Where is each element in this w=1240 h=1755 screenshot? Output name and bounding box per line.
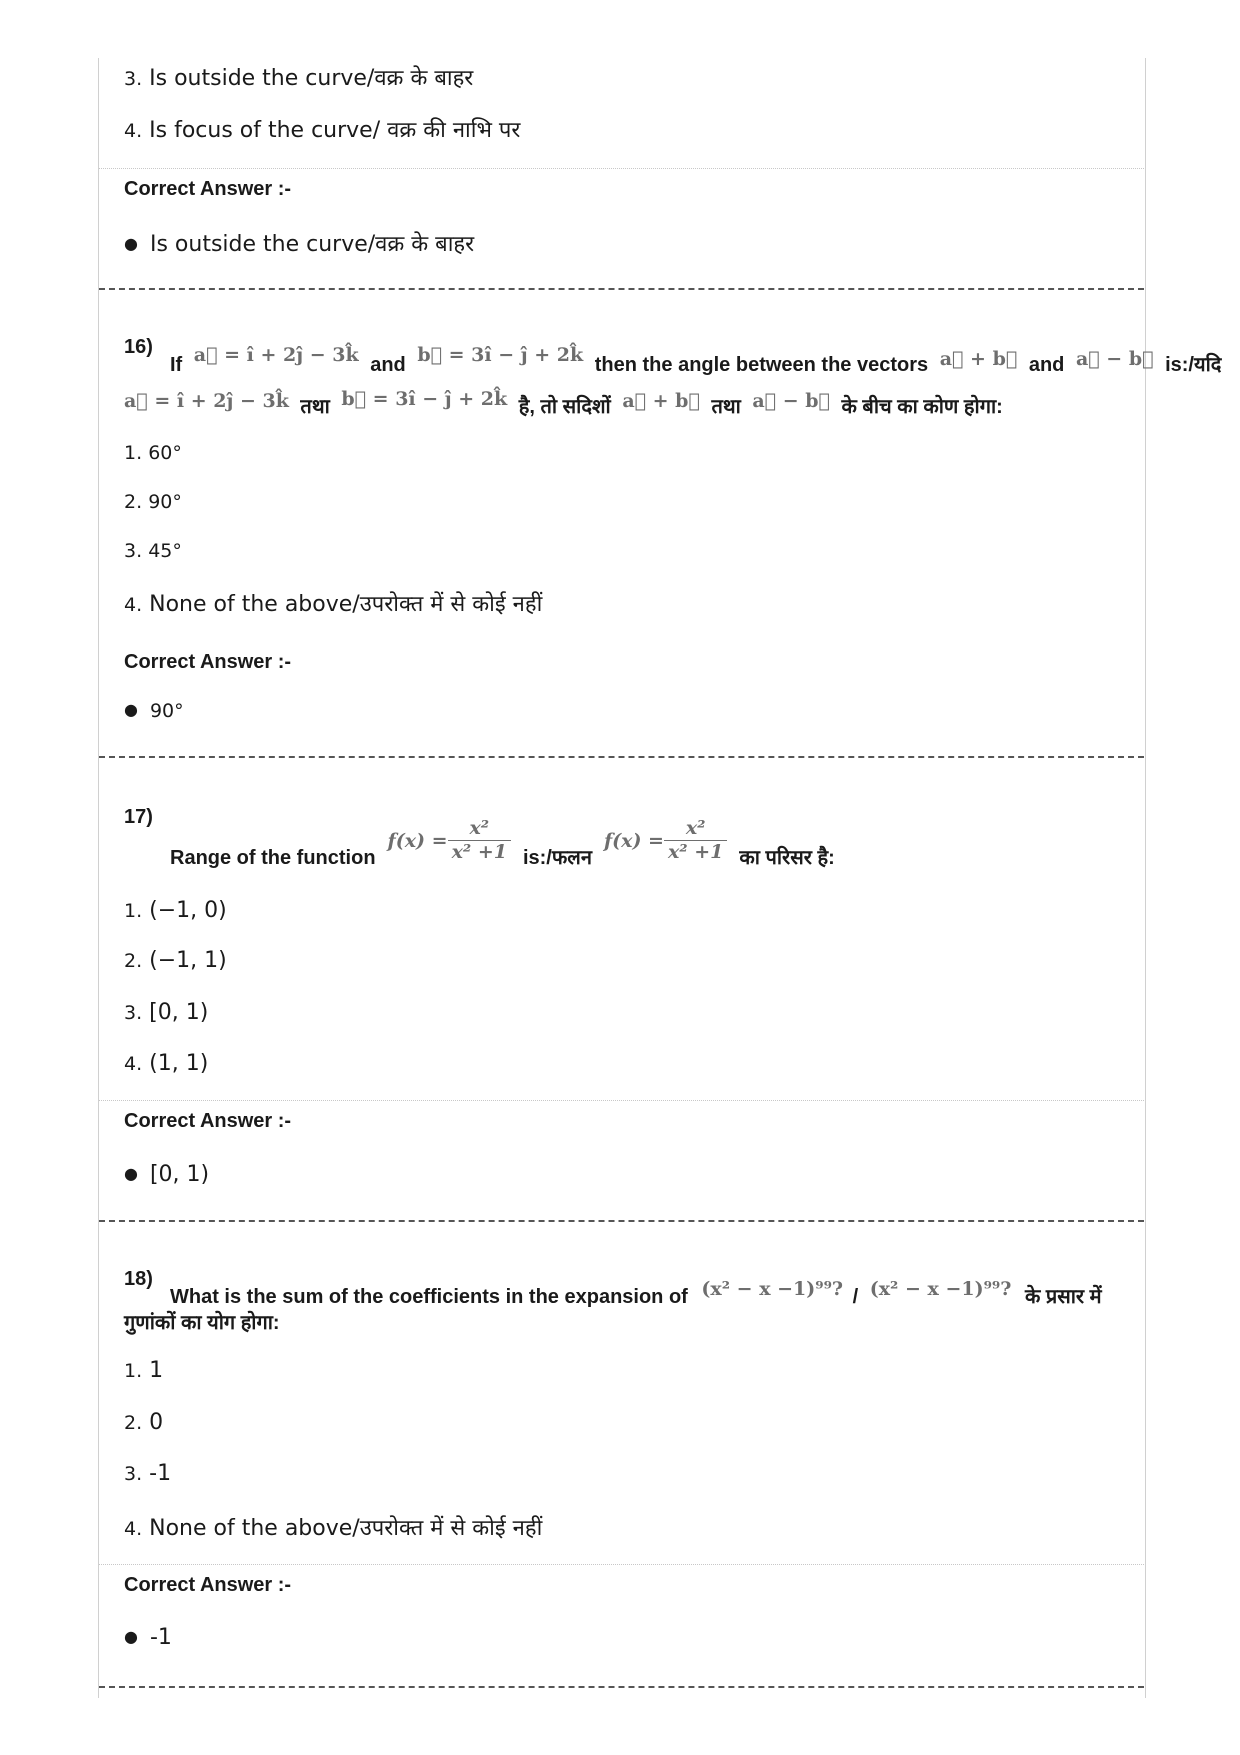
question-number: 18) <box>124 1268 153 1290</box>
option-2: 2. 0 <box>124 1410 164 1435</box>
option-1: 1. (−1, 0) <box>124 898 227 923</box>
question-text: Range of the function f(x) = $\frac{\text{x²}}{\text{x² +1}}$ is:/फलन f(x) = $\frac{\text{x²}}{\text{x² +1}}$ का परिसर है: <box>170 817 835 869</box>
correct-answer-heading: Correct Answer :- <box>124 1110 292 1132</box>
page-frame <box>98 58 1146 1698</box>
divider <box>99 1564 1144 1565</box>
question-separator <box>99 756 1144 758</box>
option-4: 4. None of the above/उपरोक्त में से कोई नहीं <box>124 592 543 617</box>
correct-answer-heading: Correct Answer :- <box>124 651 292 673</box>
option-3: 3. [0, 1) <box>124 1000 209 1025</box>
divider <box>99 168 1144 169</box>
option-2: 2. 90° <box>124 491 182 513</box>
option-1: 1. 1 <box>124 1358 164 1383</box>
question-text-line-1: If a⃗ = î + 2ĵ − 3k̂ and b⃗ = 3î − ĵ + 2k̂ then the angle between the vectors a⃗ + b⃗ and a⃗ − b⃗ is:/यदि <box>170 344 1222 376</box>
option-4: 4. Is focus of the curve/ वक्र की नाभि पर <box>124 118 521 143</box>
option-2: 2. (−1, 1) <box>124 948 227 973</box>
correct-answer-item: ● Is outside the curve/वक्र के बाहर <box>124 232 475 257</box>
correct-answer-heading: Correct Answer :- <box>124 1574 292 1596</box>
divider <box>99 1100 1144 1101</box>
correct-answer-heading: Correct Answer :- <box>124 178 292 200</box>
question-separator <box>99 288 1144 290</box>
question-separator <box>99 1220 1144 1222</box>
question-number: 16) <box>124 336 153 358</box>
option-3: 3. Is outside the curve/वक्र के बाहर <box>124 66 474 91</box>
function-formula: f(x) = $\frac{\text{x²}}{\text{x² +1}}$ <box>388 819 511 862</box>
option-1: 1. 60° <box>124 442 182 464</box>
question-text-line-1: What is the sum of the coefficients in the expansion of (x² − x −1)⁹⁹? / (x² − x −1)⁹⁹? के प्रसार में <box>170 1278 1102 1308</box>
question-separator <box>99 1686 1144 1688</box>
question-number: 17) <box>124 806 153 828</box>
option-4: 4. (1, 1) <box>124 1051 209 1076</box>
function-formula: f(x) = $\frac{\text{x²}}{\text{x² +1}}$ <box>604 819 727 862</box>
option-3: 3. 45° <box>124 540 182 562</box>
correct-answer-item: ● [0, 1) <box>124 1162 210 1187</box>
question-text-line-2: a⃗ = î + 2ĵ − 3k̂ तथा b⃗ = 3î − ĵ + 2k̂ है, तो सदिशों a⃗ + b⃗ तथा a⃗ − b⃗ के बीच का कोण होगा: <box>124 388 1003 418</box>
question-text-line-2: गुणांकों का योग होगा: <box>124 1312 280 1334</box>
correct-answer-item: ● -1 <box>124 1625 172 1650</box>
option-3: 3. -1 <box>124 1461 172 1486</box>
correct-answer-item: ● 90° <box>124 700 184 722</box>
option-4: 4. None of the above/उपरोक्त में से कोई नहीं <box>124 1516 543 1541</box>
